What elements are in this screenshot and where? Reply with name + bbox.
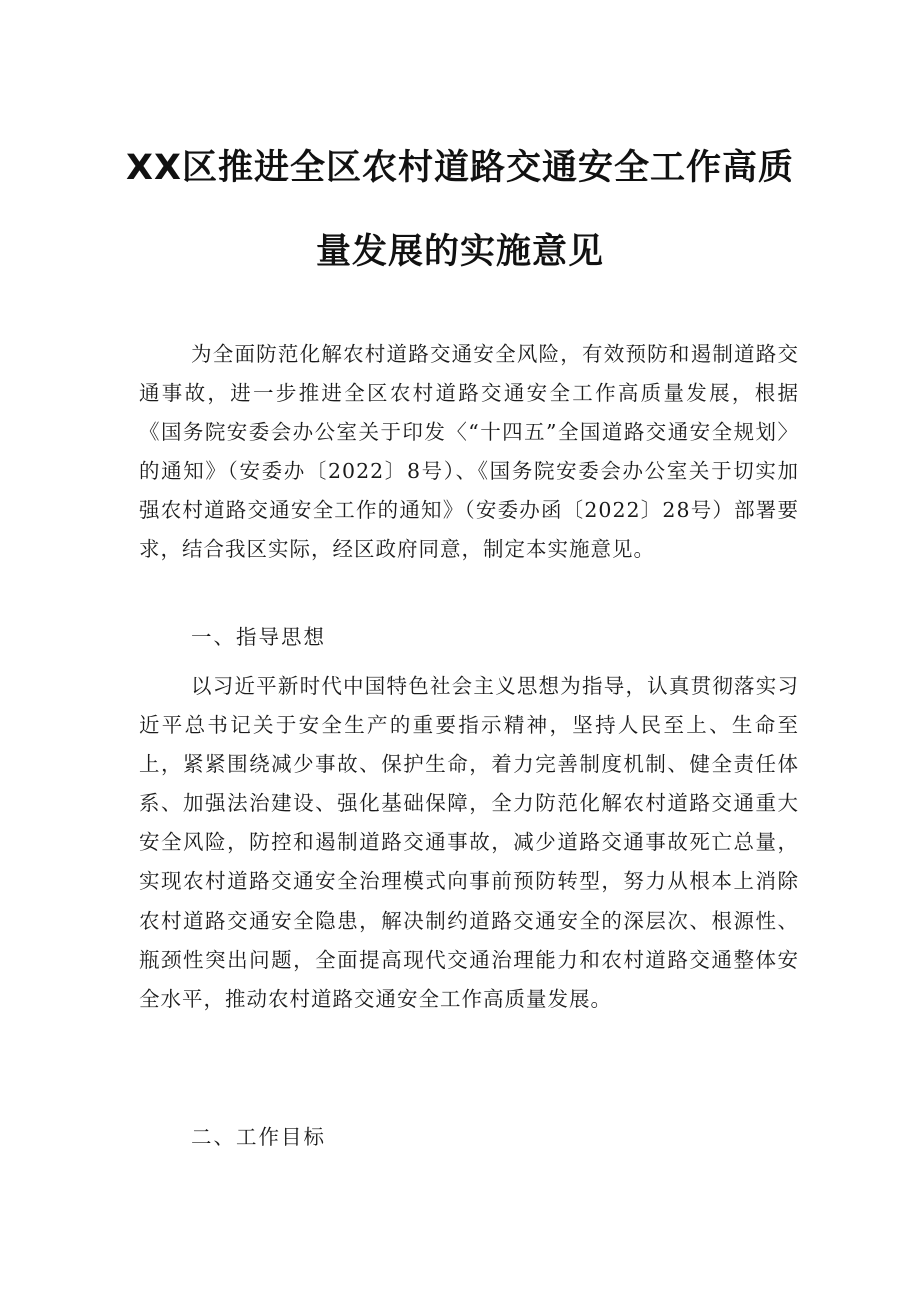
intro-paragraph: 为全面防范化解农村道路交通安全风险，有效预防和遏制道路交通事故，进一步推进全区农村道路交通安全工作高质量发展，根据《国务院安委会办公室关于印发〈“十四五”全国道路交通安全规划〉的通知》（安委办〔2022〕8号）、《国务院安委会办公室关于切实加强农村道路交通安全工作的通知》（安委办函〔2022〕28号）部署要求，结合我区实际，经区政府同意，制定本实施意见。	[139, 342, 799, 562]
document-title-line-2: 量发展的实施意见	[315, 232, 604, 272]
document-title-line-1: XX区推进全区农村道路交通安全工作高质	[126, 148, 794, 188]
section-heading-guiding-ideology: 一、指导思想	[191, 625, 326, 649]
section-heading-work-goals: 二、工作目标	[191, 1125, 326, 1149]
guiding-ideology-paragraph: 以习近平新时代中国特色社会主义思想为指导，认真贯彻落实习近平总书记关于安全生产的重要指示精神，坚持人民至上、生命至上，紧紧围绕减少事故、保护生命，着力完善制度机制、健全责任体系、加强法治建设、强化基础保障，全力防范化解农村道路交通重大安全风险，防控和遏制道路交通事故，减少道路交通事故死亡总量，实现农村道路交通安全治理模式向事前预防转型，努力从根本上消除农村道路交通安全隐患，解决制约道路交通安全的深层次、根源性、瓶颈性突出问题，全面提高现代交通治理能力和农村道路交通整体安全水平，推动农村道路交通安全工作高质量发展。	[139, 674, 799, 1011]
